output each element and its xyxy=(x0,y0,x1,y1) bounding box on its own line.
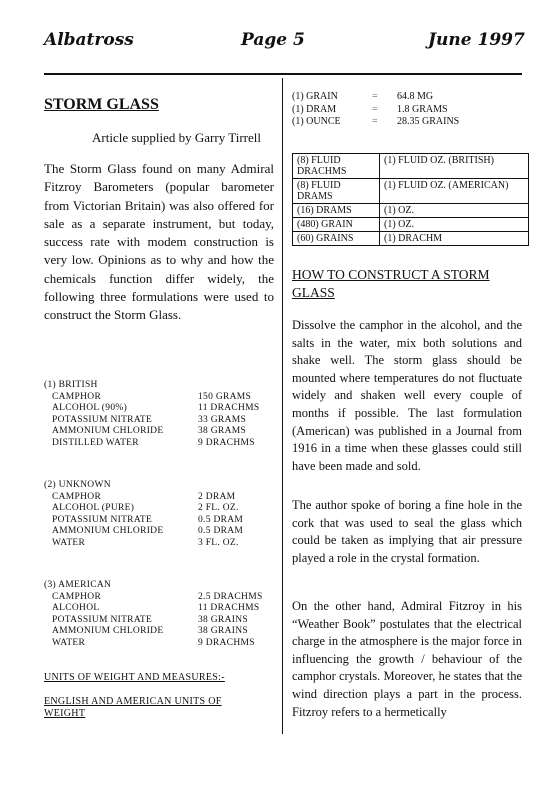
table-cell: (16) DRAMS xyxy=(293,204,380,218)
column-divider xyxy=(282,78,283,734)
ingredient-amount: 38 GRAINS xyxy=(198,626,248,637)
formulation-american xyxy=(44,580,263,650)
ingredient-name: POTASSIUM NITRATE xyxy=(52,514,153,525)
ingredient-amount: 9 DRACHMS xyxy=(198,437,255,448)
formulation-row xyxy=(44,526,243,538)
formulation-heading: (1) BRITISH xyxy=(44,380,98,390)
conversion-equals: = xyxy=(372,103,378,115)
table-cell: (1) FLUID OZ. (AMERICAN) xyxy=(380,179,529,204)
ingredient-name: WATER xyxy=(52,537,86,548)
formulation-row xyxy=(44,638,263,650)
formulation-row xyxy=(44,503,243,515)
ingredient-amount: 0.5 DRAM xyxy=(198,514,244,525)
units-subheading: ENGLISH AND AMERICAN UNITS OF WEIGHT xyxy=(44,696,222,719)
table-row xyxy=(293,218,529,232)
ingredient-name: DISTILLED WATER xyxy=(52,437,139,448)
table-cell: (1) FLUID OZ. (BRITISH) xyxy=(380,154,529,179)
ingredient-amount: 150 GRAMS xyxy=(198,391,252,402)
ingredient-amount: 11 DRACHMS xyxy=(198,403,260,414)
ingredient-name: WATER xyxy=(52,637,86,648)
header-page-number: Page 5 xyxy=(241,30,305,50)
table-cell: (480) GRAIN xyxy=(293,218,380,232)
ingredient-name: CAMPHOR xyxy=(52,391,102,402)
formulation-row xyxy=(44,415,260,427)
ingredient-amount: 2 DRAM xyxy=(198,491,236,502)
construct-paragraph-2: The author spoke of boring a fine hole in the cork that was used to seal the glass which could be taken as implying that air pressure played a role in the crystal formation. xyxy=(292,498,522,565)
formulation-row xyxy=(44,626,263,638)
table-cell: (1) OZ. xyxy=(380,204,529,218)
conversion-row xyxy=(292,91,459,104)
conversion-to: 64.8 MG xyxy=(397,91,434,102)
table-cell: (1) DRACHM xyxy=(380,232,529,246)
formulation-row xyxy=(44,492,243,504)
ingredient-amount: 3 FL. OZ. xyxy=(198,537,239,548)
conversion-list xyxy=(292,91,459,129)
conversion-from: (1) DRAM xyxy=(292,103,337,115)
header-publication: Albatross xyxy=(44,30,134,50)
table-row xyxy=(293,154,529,179)
formulation-row xyxy=(44,392,260,404)
ingredient-name: ALCOHOL (90%) xyxy=(52,403,128,414)
table-cell: (8) FLUID DRACHMS xyxy=(293,154,380,179)
header-date: June 1997 xyxy=(428,30,525,50)
table-cell: (60) GRAINS xyxy=(293,232,380,246)
ingredient-name: CAMPHOR xyxy=(52,491,102,502)
ingredient-name: CAMPHOR xyxy=(52,591,102,602)
table-cell: (8) FLUID DRAMS xyxy=(293,179,380,204)
ingredient-amount: 9 DRACHMS xyxy=(198,637,255,648)
ingredient-amount: 2 FL. OZ. xyxy=(198,503,239,514)
table-cell: (1) OZ. xyxy=(380,218,529,232)
article-byline: Article supplied by Garry Tirrell xyxy=(92,130,261,145)
formulation-row xyxy=(44,403,260,415)
ingredient-name: POTASSIUM NITRATE xyxy=(52,614,153,625)
table-row xyxy=(293,179,529,204)
formulation-heading: (2) UNKNOWN xyxy=(44,480,111,490)
measures-table xyxy=(292,153,529,246)
ingredient-amount: 38 GRAINS xyxy=(198,614,248,625)
construct-paragraph-1: Dissolve the camphor in the alcohol, and the salts in the water, mix both solutions and shake well. The storm glass should be mounted where temperatures do not fluctuate widely and shaken well every couple of months if possible. The last formulation (American) was published in a Journal from 1916 in a time when these glasses could still have been made and sold. xyxy=(292,318,522,473)
table-row xyxy=(293,232,529,246)
formulation-unknown xyxy=(44,480,243,550)
conversion-row xyxy=(292,116,459,129)
ingredient-name: AMMONIUM CHLORIDE xyxy=(52,526,164,537)
formulation-row xyxy=(44,538,243,550)
ingredient-name: POTASSIUM NITRATE xyxy=(52,414,153,425)
formulation-row xyxy=(44,515,243,527)
conversion-equals: = xyxy=(372,116,378,127)
units-heading: UNITS OF WEIGHT AND MEASURES:- xyxy=(44,672,225,683)
conversion-equals: = xyxy=(372,91,378,102)
formulation-row xyxy=(44,438,260,450)
conversion-row xyxy=(292,104,459,117)
table-row xyxy=(293,204,529,218)
conversion-to: 28.35 GRAINS xyxy=(397,116,460,127)
formulation-heading: (3) AMERICAN xyxy=(44,580,112,590)
formulation-row xyxy=(44,615,263,627)
formulation-british xyxy=(44,380,260,450)
construct-paragraph-3: On the other hand, Admiral Fitzroy in his “Weather Book” postulates that the electrical charge in the atmosphere is the major force in influencing the growth / behaviour of the camphor crystals. Moreover, he states that the wind direction plays a part in the process. Fitzroy refers to a hermetically xyxy=(292,599,522,719)
formulation-row xyxy=(44,603,263,615)
ingredient-amount: 0.5 DRAM xyxy=(198,526,244,537)
conversion-to: 1.8 GRAMS xyxy=(397,103,448,115)
formulation-row xyxy=(44,592,263,604)
ingredient-amount: 11 DRACHMS xyxy=(198,603,260,614)
formulation-row xyxy=(44,426,260,438)
header-rule xyxy=(44,73,522,75)
construct-heading: HOW TO CONSTRUCT A STORM GLASS xyxy=(292,267,490,300)
conversion-from: (1) GRAIN xyxy=(292,91,338,102)
intro-paragraph: The Storm Glass found on many Admiral Fitzroy Barometers (popular barometer from Victorian Britain) was also offered for sale as a separate instrument, but today, success rate with modem construction is very low. Opinions as to why and how the chemicals function differ widely, the following three formulations were used to construct the Storm Glass. xyxy=(44,161,274,323)
ingredient-amount: 33 GRAMS xyxy=(198,414,247,425)
ingredient-name: AMMONIUM CHLORIDE xyxy=(52,626,164,637)
ingredient-name: ALCOHOL (PURE) xyxy=(52,503,135,514)
ingredient-amount: 38 GRAMS xyxy=(198,426,247,437)
ingredient-name: AMMONIUM CHLORIDE xyxy=(52,426,164,437)
ingredient-amount: 2.5 DRACHMS xyxy=(198,591,263,602)
article-title: STORM GLASS xyxy=(44,96,159,113)
ingredient-name: ALCOHOL xyxy=(52,603,100,614)
conversion-from: (1) OUNCE xyxy=(292,116,341,127)
